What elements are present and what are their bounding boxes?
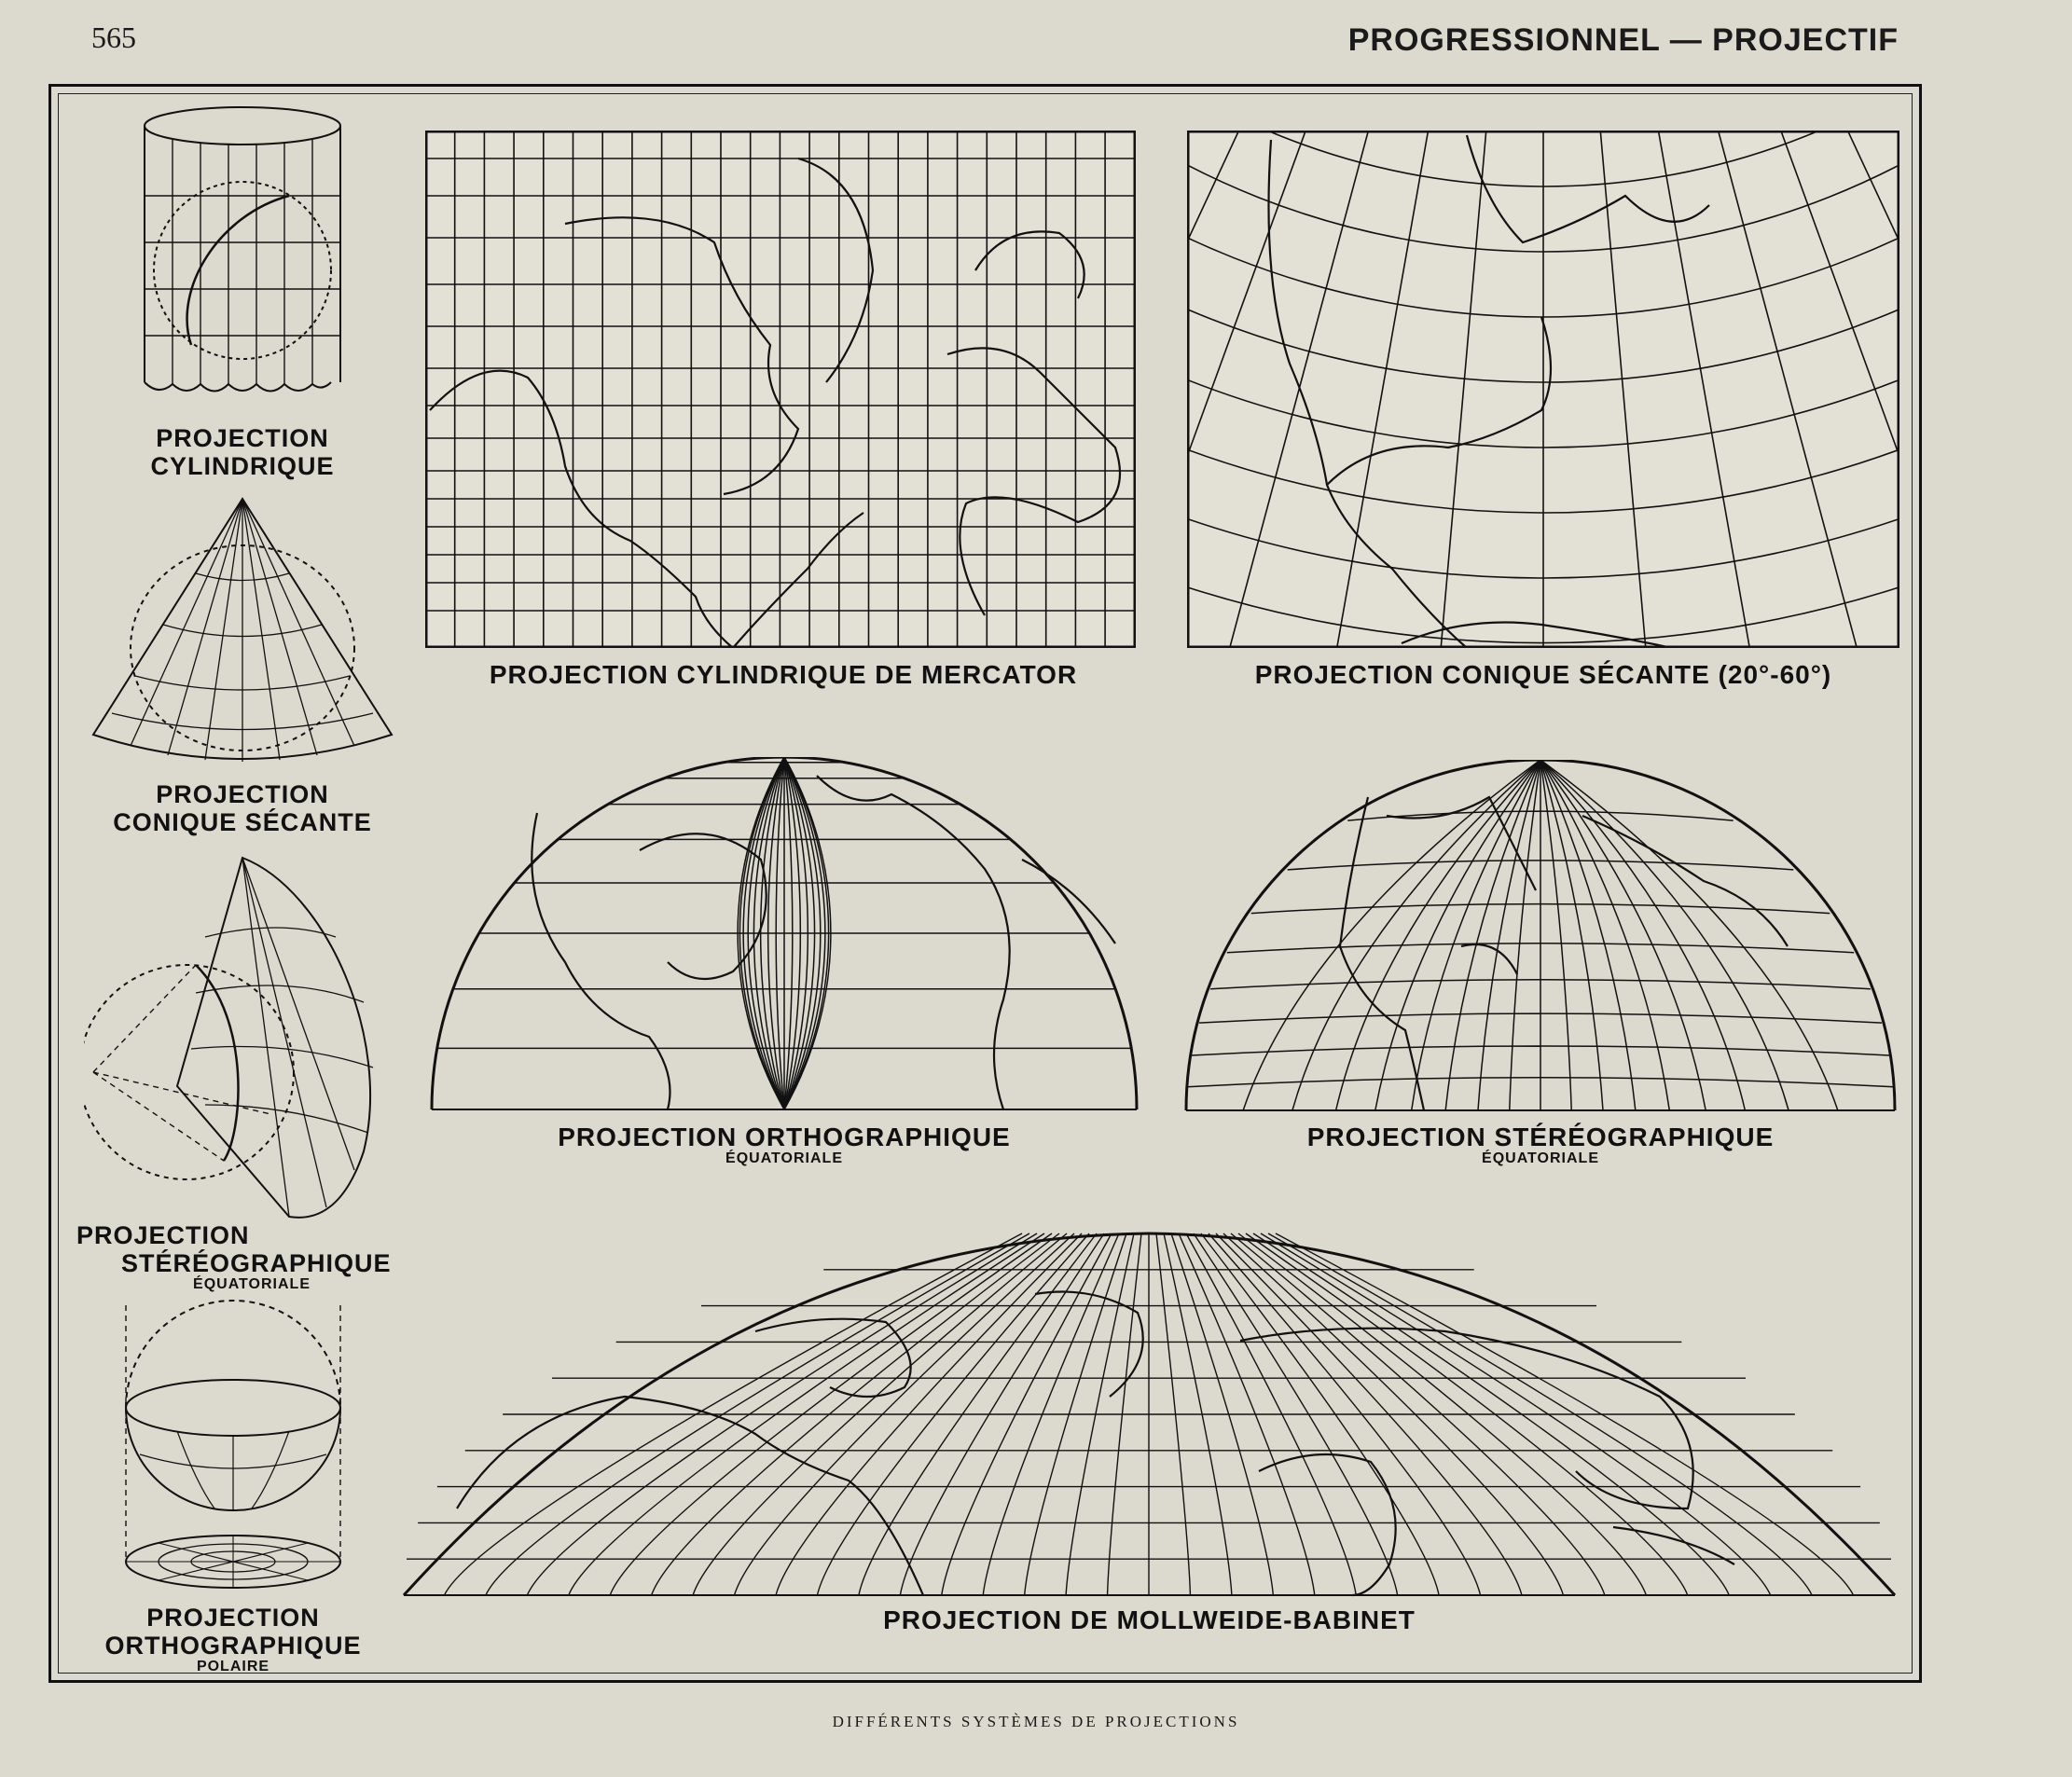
graticule-line (1336, 760, 1540, 1110)
mollweide-map (401, 1229, 1898, 1597)
page-number: 565 (91, 21, 136, 54)
caption-conique (75, 780, 410, 836)
caption-line: ÉQUATORIALE (1482, 1150, 1599, 1166)
caption-mollweide: PROJECTION DE MOLLWEIDE-BABINET (883, 1605, 1416, 1634)
caption-line: ÉQUATORIALE (193, 1276, 311, 1292)
caption-conic: PROJECTION CONIQUE SÉCANTE (20°-60°) (1254, 660, 1832, 689)
caption-line: PROJECTION (156, 424, 329, 452)
caption-line: PROJECTION STÉRÉOGRAPHIQUE (1306, 1123, 1775, 1151)
caption-mercator: PROJECTION CYLINDRIQUE DE MERCATOR (489, 660, 1078, 689)
caption-line: PROJECTION (156, 780, 329, 808)
stereographic-equatorial-map (1181, 760, 1899, 1112)
caption-line: CYLINDRIQUE (150, 452, 335, 480)
caption-line: PROJECTION ORTHOGRAPHIQUE (558, 1123, 1011, 1151)
caption-orthographique-polaire (75, 1604, 392, 1674)
caption-line: ÉQUATORIALE (725, 1150, 843, 1166)
caption-line: PROJECTION (76, 1221, 250, 1249)
conic-map (1187, 131, 1899, 648)
caption-line: PROJECTION (146, 1604, 320, 1632)
orthographic-polar-diagram (112, 1296, 354, 1604)
cylinder-diagram (135, 103, 350, 410)
caption-ortho-equatorial (425, 1123, 1143, 1166)
caption-line: CONIQUE SÉCANTE (113, 808, 372, 836)
mercator-map (425, 131, 1136, 648)
caption-line: ORTHOGRAPHIQUE (104, 1632, 362, 1660)
figure-caption: DIFFÉRENTS SYSTÈMES DE PROJECTIONS (832, 1713, 1240, 1730)
graticule-line (1540, 760, 1745, 1110)
running-title: PROGRESSIONNEL — PROJECTIF (1347, 22, 1899, 58)
caption-cylindrique (131, 424, 354, 480)
caption-stereographique (65, 1221, 392, 1292)
caption-line: STÉRÉOGRAPHIQUE (121, 1249, 392, 1277)
orthographic-equatorial-map (425, 757, 1143, 1111)
graticule-line (761, 757, 784, 1109)
graticule-line (1540, 760, 1571, 1110)
caption-line: POLAIRE (196, 1659, 270, 1674)
graticule-line (1510, 760, 1540, 1110)
stereographic-diagram (84, 853, 401, 1226)
caption-stereo-equatorial (1181, 1123, 1899, 1166)
cone-diagram (84, 494, 401, 774)
